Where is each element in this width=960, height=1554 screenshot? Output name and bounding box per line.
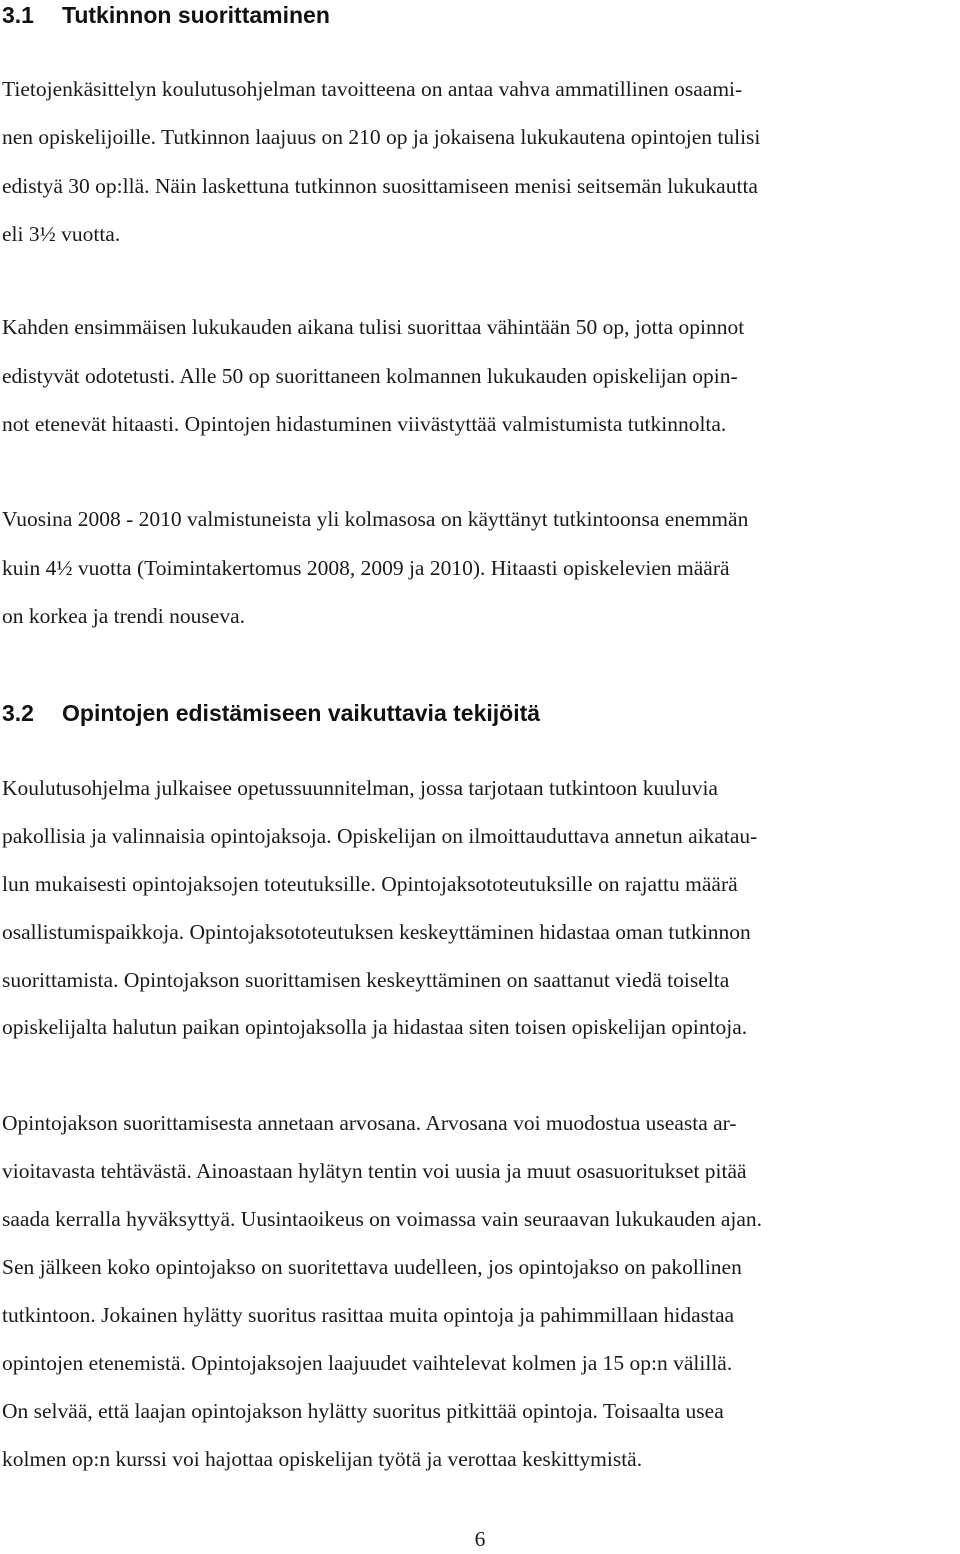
text-line: lun mukaisesti opintojaksojen toteutuksille. Opintojaksototeutuksille on rajattu määrä [2,872,738,896]
section-number: 3.1 [2,2,34,28]
text-line: Opintojakson suorittamisesta annetaan arvosana. Arvosana voi muodostua useasta ar- [2,1111,737,1135]
text-line: suorittamista. Opintojakson suorittamisen keskeyttäminen on saattanut viedä toiselta [2,968,730,992]
text-line: saada kerralla hyväksyttyä. Uusintaoikeus on voimassa vain seuraavan lukukauden ajan. [2,1207,763,1231]
text-line: opintojen etenemistä. Opintojaksojen laajuudet vaihtelevat kolmen ja 15 op:n välillä. [2,1351,733,1375]
text-line: On selvää, että laajan opintojakson hylätty suoritus pitkittää opintoja. Toisaalta usea [2,1399,724,1423]
text-line: not etenevät hitaasti. Opintojen hidastuminen viivästyttää valmistumista tutkinnolta. [2,412,727,436]
section-title: Opintojen edistämiseen vaikuttavia tekijöitä [62,700,541,726]
text-line: on korkea ja trendi nouseva. [2,604,245,628]
text-line: vioitavasta tehtävästä. Ainoastaan hylätyn tentin voi uusia ja muut osasuoritukset pitää [2,1159,747,1183]
text-line: edistyä 30 op:llä. Näin laskettuna tutkinnon suosittamiseen menisi seitsemän lukukautta [2,174,758,198]
text-line: osallistumispaikkoja. Opintojaksototeutuksen keskeyttäminen hidastaa oman tutkinnon [2,920,751,944]
page-number: 6 [474,1527,486,1551]
text-line: Koulutusohjelma julkaisee opetussuunnitelman, jossa tarjotaan tutkintoon kuuluvia [2,776,718,800]
text-line: Kahden ensimmäisen lukukauden aikana tulisi suorittaa vähintään 50 op, jotta opinnot [2,315,745,339]
text-line: Tietojenkäsittelyn koulutusohjelman tavoitteena on antaa vahva ammatillinen osaami- [2,77,743,101]
text-line: eli 3½ vuotta. [2,222,121,246]
section-heading-3-2 [2,698,540,728]
text-line: kuin 4½ vuotta (Toimintakertomus 2008, 2009 ja 2010). Hitaasti opiskelevien määrä [2,556,730,580]
section-number: 3.2 [2,700,34,726]
section-title: Tutkinnon suorittaminen [62,2,330,28]
text-line: tutkintoon. Jokainen hylätty suoritus rasittaa muita opintoja ja pahimmillaan hidastaa [2,1303,735,1327]
text-line: Vuosina 2008 - 2010 valmistuneista yli kolmasosa on käyttänyt tutkintoonsa enemmän [2,507,749,531]
text-line: opiskelijalta halutun paikan opintojaksolla ja hidastaa siten toisen opiskelijan opintoja. [2,1015,748,1039]
text-line: nen opiskelijoille. Tutkinnon laajuus on 210 op ja jokaisena lukukautena opintojen tulisi [2,125,761,149]
text-line: pakollisia ja valinnaisia opintojaksoja. Opiskelijan on ilmoittauduttava annetun aikatau- [2,824,758,848]
text-line: Sen jälkeen koko opintojakso on suoritettava uudelleen, jos opintojakso on pakollinen [2,1255,742,1279]
text-line: edistyvät odotetusti. Alle 50 op suorittaneen kolmannen lukukauden opiskelijan opin- [2,364,738,388]
text-line: kolmen op:n kurssi voi hajottaa opiskelijan työtä ja verottaa keskittymistä. [2,1447,643,1471]
section-heading-3-1 [2,0,330,30]
